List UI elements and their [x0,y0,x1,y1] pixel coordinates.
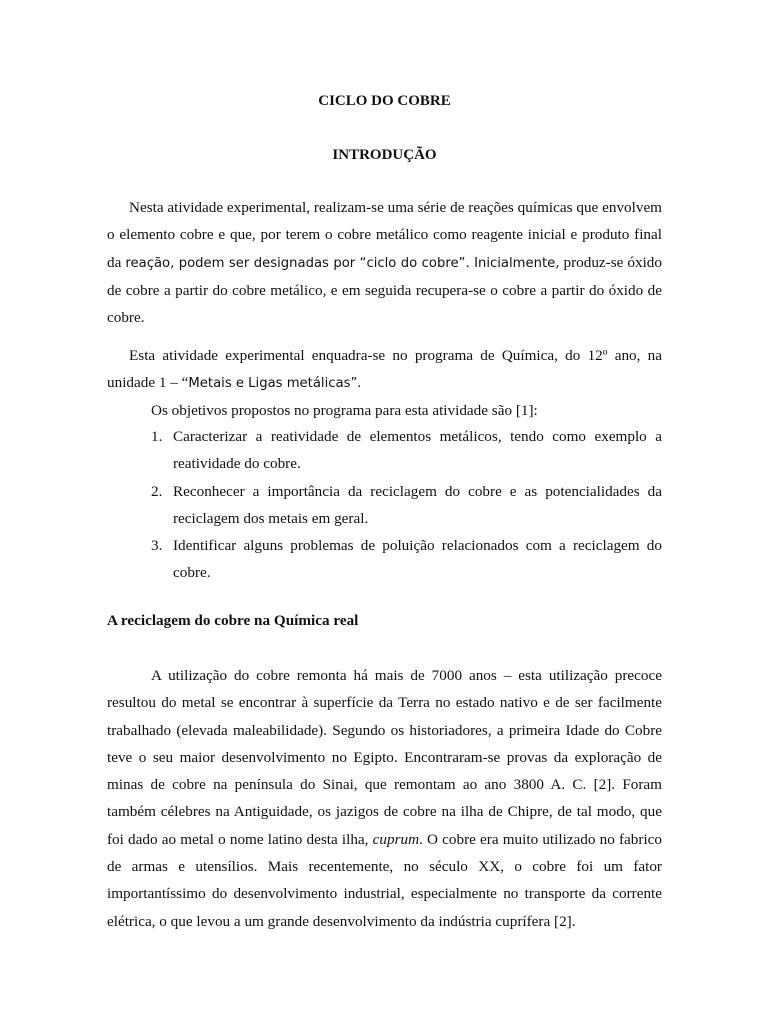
document-title: CICLO DO COBRE [318,93,451,109]
section-paragraph-text-a: A utilização do cobre remonta há mais de 7000 anos – esta utilização precoce resultou do metal se encontrar à superfície da Terra no estado nativo e de ser facilmente trabalhado (elevada maleabilidade). Segundo os historiadores, a primeira Idade do Cobre teve o seu maior desenvolvimento no Egipto. Encontraram-se provas da exploração de minas de cobre na península do Sinai, que remontam ao ano 3800 A. C. [2]. Foram também célebres na Antiguidade, os jazigos de cobre na ilha de Chipre, de tal modo, que foi dado ao metal o nome latino desta ilha, [107,667,662,848]
objective-number: 2. [151,482,163,500]
intro-heading: INTRODUÇÃO [332,147,437,163]
objective-item [151,423,662,478]
objective-text: Reconhecer a importância da reciclagem do cobre e as potencialidades da reciclagem dos metais em geral. [173,482,662,527]
objective-item [151,478,662,533]
objective-number: 1. [151,428,163,445]
intro-paragraph-1-text-c: produz-se óxido de cobre a partir do cobre metálico, e em seguida recupera-se o cobre a partir do óxido de cobre. [107,253,662,327]
section-paragraph-text-b: . O cobre era muito utilizado no fabrico de armas e utensílios. Mais recentemente, no século XX, o cobre foi um fator importantíssimo do desenvolvimento industrial, especialmente no transporte da corrente elétrica, o que levou a um grande desenvolvimento da indústria cuprífera [2]. [107,830,662,930]
intro-paragraph-1 [107,194,662,331]
intro-paragraph-2-text-a: Esta atividade experimental enquadra-se no programa de Química, do 12º ano, na unidade 1 – “ [107,347,662,392]
objective-number: 3. [151,537,163,555]
section-heading: A reciclagem do cobre na Química real [107,612,359,629]
objective-text: Identificar alguns problemas de poluição relacionados com a reciclagem do cobre. [173,537,662,582]
intro-paragraph-1-text-a: Nesta atividade experimental, realizam-se uma série de reações químicas que envolvem o elemento cobre e que, por terem o cobre metálico como reagente inicial e produto final da [107,199,662,271]
objectives-intro: Os objetivos propostos no programa para esta atividade são [1]: [151,402,538,419]
section-paragraph-italic: cuprum [372,830,420,848]
objective-item [151,532,662,587]
intro-paragraph-1-text-b: reação, podem ser designadas por “ciclo do cobre”. Inicialmente, [125,255,560,271]
intro-paragraph-2-text-b: Metais e Ligas metálicas”. [188,376,362,392]
objectives-list [151,423,662,587]
objective-text: Caracterizar a reatividade de elementos metálicos, tendo como exemplo a reatividade do cobre. [173,428,662,473]
section-paragraph [107,662,662,935]
intro-paragraph-2 [107,342,662,398]
